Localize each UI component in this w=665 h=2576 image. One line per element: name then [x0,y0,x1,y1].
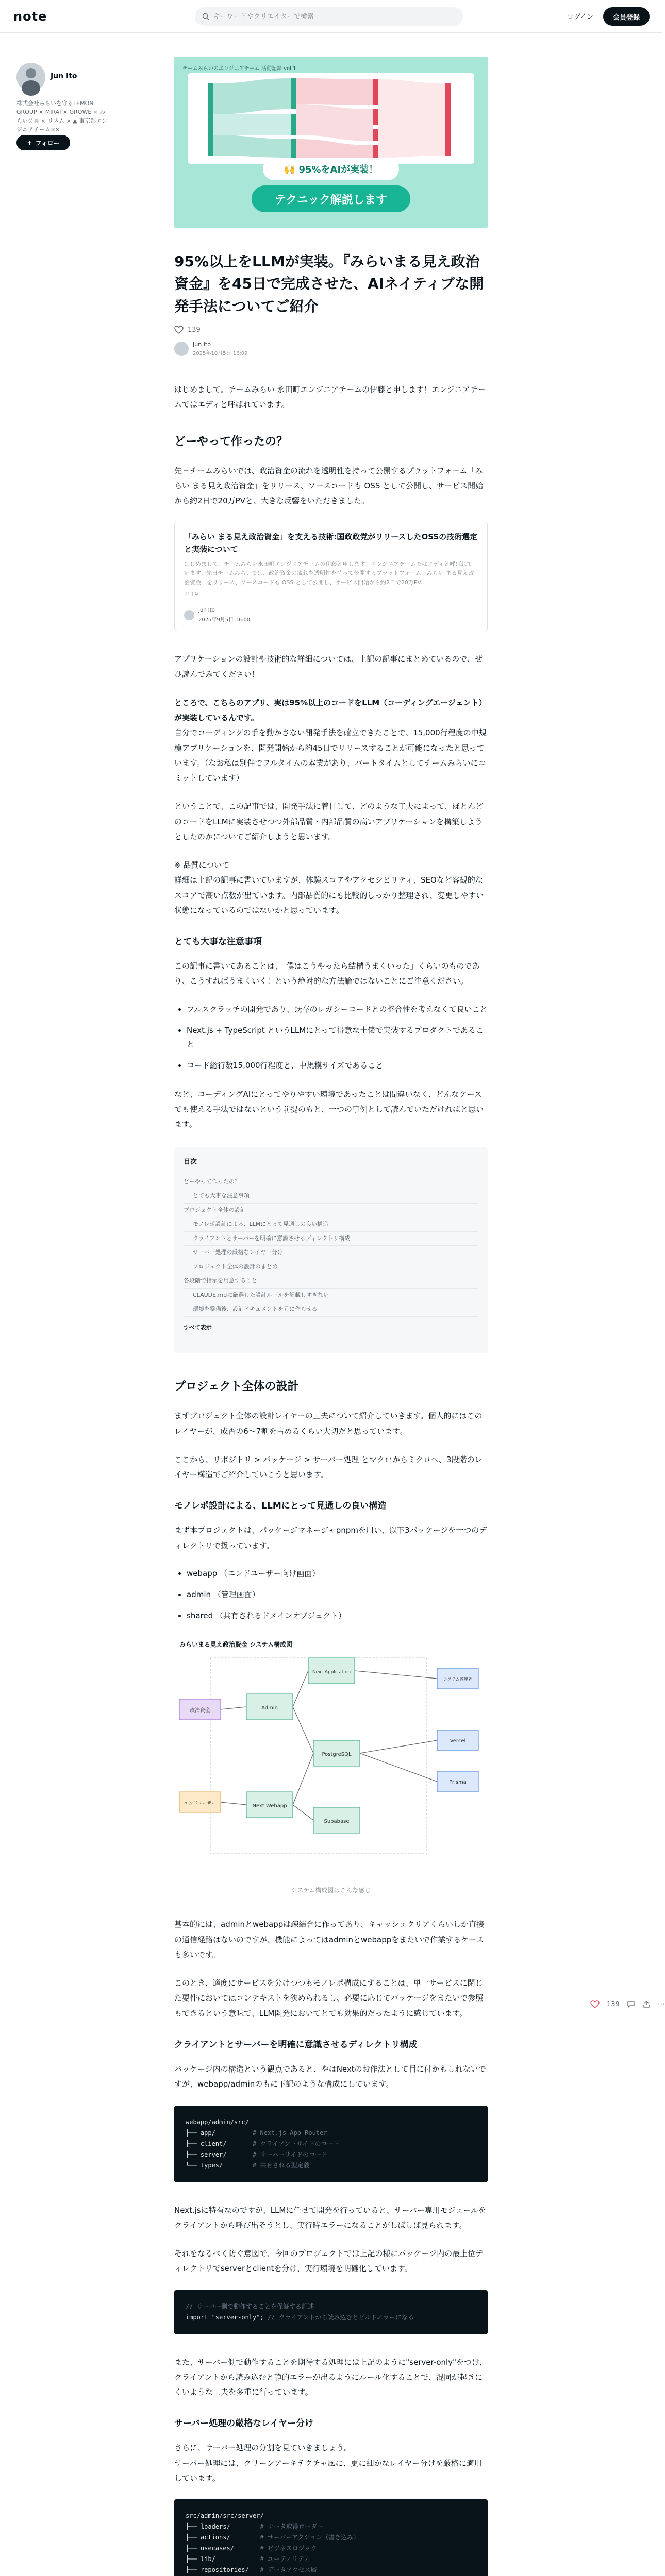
box-label: Supabase [324,1818,350,1824]
code-line: ├── server/ [186,2150,227,2158]
paragraph: 基本的には、adminとwebappは疎結合に作ってあり、キャッシュクリアくらいしか直接の通信経路はないのですが、機能によってはadminとwebappをまたいで作業するケースも多いです。 [174,1920,484,1959]
toc-item[interactable]: モノレポ設計による、LLMにとって見通しの良い構造 [184,1217,478,1232]
toc-item[interactable]: 環境を整備後、設計ドキュメントを元に作らせる [184,1302,478,1317]
heart-icon[interactable] [590,2000,600,2008]
list-item: • shared （共有されるドメインオブジェクト） [187,1609,488,1623]
section-heading: どーやって作ったの？ [174,435,288,448]
toc-show-all[interactable]: すべて表示 [184,1324,212,1331]
code-comment: # サーバーアクション（書き込み） [260,2534,360,2541]
author-avatar[interactable] [16,63,45,92]
code-comment: # クライアントサイドのコード [253,2140,340,2147]
code-line: src/admin/src/server/ [186,2512,264,2520]
code-line: import "server-only"; [186,2313,264,2321]
hero-image [174,57,488,228]
toc-item[interactable]: プロジェクト全体の設計のまとめ [184,1260,478,1275]
article-title: 95%以上をLLMが実装。『みらいまる見え政治資金』を45日で完成させた、AIネイティブな開発手法についてご紹介 [174,253,484,315]
note-logo[interactable]: note [13,9,47,24]
paragraph: この記事に書いてあることは、「僕はこうやったら結構うまくいった」くらいのものであり、こうすればうまくいく！という絶対的な方法論ではないことにご注意ください。 [174,961,480,986]
hero-caption: チームみらいのエンジニアチーム 活動記録 vol.1 [182,66,296,72]
comment-icon[interactable] [627,2000,635,2008]
package-list [187,1567,488,1623]
toc-title: 目次 [184,1158,197,1166]
embed-avatar [184,610,194,620]
code-block-directory [174,2106,488,2182]
list-item: • フルスクラッチの開発であり、既存のレガシーコードとの整合性を考えなくて良いこと [187,1003,488,1016]
paragraph: Next.jsに特有なのですが、LLMに任せて開発を行っていると、サーバー専用モジュールをクライアントから呼び出そうとし、実行時エラーになることがしばしば見られます。 [174,2205,487,2230]
floating-action-bar [590,2000,665,2008]
article-meta [174,341,488,357]
top-header [0,0,662,33]
paragraph [174,696,488,786]
code-comment: # 共有される型定義 [253,2161,310,2169]
sankey-illustration [188,73,474,164]
embed-title: 「みらい まる見え政治資金」を支える技術:国政政党がリリースしたOSSの技術選定と実装について [184,532,478,554]
code-comment: # Next.js App Router [253,2129,327,2137]
box-label: 政治資金 [190,1707,210,1714]
architecture-svg [174,1637,488,1879]
bullet-list [187,1003,488,1073]
code-line: ├── loaders/ [186,2523,230,2531]
list-item: • admin （管理画面） [187,1588,488,1602]
toc-item[interactable]: サーバー処理の厳格なレイヤー分け [184,1246,478,1260]
sub-heading: クライアントとサーバーを明確に意識させるディレクトリ構成 [174,2039,418,2050]
embed-author: Jun Ito [198,607,215,613]
code-comment: # ユーティリティ [260,2555,310,2563]
toc-item[interactable]: とても大事な注意事項 [184,1189,478,1204]
code-comment: # サーバーサイドのコード [253,2150,328,2158]
bold-text: ところで、こちらのアプリ、実は95%以上のコードをLLM（コーディングエージェント）が実装しているんです。 [174,698,487,723]
plus-icon: + [27,139,32,146]
paragraph: パッケージ内の構造という観点であると、やはNextのお作法として目に付かもしれないですが、webapp/adminのもに下記のような構成にしています。 [174,2064,486,2089]
author-description: 株式会社みらいを守るLEMON GROUP × MIRAI × GROWE × みらい会員 × リネム × ▲ 東京都エンジニアチーム×× [16,100,108,133]
search-input[interactable] [213,13,451,21]
text: さらに、サーバー処理の分割を見ていきましょう。 [174,2443,352,2453]
article-main [174,57,488,2576]
system-architecture-diagram [174,1637,488,1879]
code-block-server-layers [174,2499,488,2576]
meta-avatar[interactable] [174,342,189,356]
paragraph [174,858,488,918]
box-label: PostgreSQL [322,1751,352,1757]
meta-author[interactable]: Jun Ito [193,341,211,348]
paragraph: それをなるべく防ぐ意図で、今回のプロジェクトでは上記の様にパッケージ内の最上位ディレクトリでserverとclientを分け、実行環境を明確化しています。 [174,2249,484,2274]
table-of-contents [174,1147,488,1353]
list-item: • コード総行数15,000行程度と、中規模サイズであること [187,1059,488,1073]
toc-item[interactable]: クライアントとサーバーを明確に意識させるディレクトリ構成 [184,1232,478,1246]
hero-badge: 🙌 95%をAIが実装！ [263,158,399,180]
text: 自分でコーディングの手を動かさない開発手法を確立できたことで、15,000行程度の中規模アプリケーションを、開発開始から約45日でリリースすることが可能になったと思っています。（なお私は別件でフルタイムの本業があり、パートタイムとしてチームみらいにコミットしています） [174,728,487,783]
box-label: Vercel [450,1738,466,1744]
code-line: ├── lib/ [186,2555,215,2563]
text: 詳細は上記の記事に書いていますが、体験スコアやアクセシビリティ、SEOなど客観的なスコアで高い点数が出ています。内部品質的にも比較的しっかり整理され、変更しやすい状態になっているのではないかと思っています。 [174,875,484,915]
paragraph: また、サーバー側で動作することを期待する処理には上記のように"server-only"をつけ、クライアントから読み込むと静的エラーが出るようにルール化することで、混同が起きにくいような工夫を多重に行っています。 [174,2357,487,2397]
paragraph: 先日チームみらいでは、政治資金の流れを透明性を持って公開するプラットフォーム「みらい まる見え政治資金」をリリース、ソースコードも OSS として公開し、サービス開始から約2日で20万PVと、大きな反響をいただきました。 [174,466,484,506]
box-label: Admin [261,1705,278,1711]
sub-heading: とても大事な注意事項 [174,937,262,947]
sub-heading: サーバー処理の厳格なレイヤー分け [174,2418,314,2429]
intro-paragraph: はじめまして。チームみらい 永田町エンジニアチームの伊藤と申します！エンジニアチームではエディと呼ばれています。 [174,385,486,410]
more-icon[interactable]: ⋯ [657,2000,665,2008]
text: サーバー処理には、クリーンアーキテクチャ風に、更に細かなレイヤー分けを厳格に適用しています。 [174,2458,482,2483]
paragraph: ここから、リポジトリ > パッケージ > サーバー処理 とマクロからミクロへ、3段階のレイヤー構造でご紹介していこうと思います。 [174,1454,483,1480]
embed-likes: ♡ 19 [184,591,198,598]
code-comment: # データアクセス層 [260,2566,317,2574]
code-line: ├── usecases/ [186,2545,234,2552]
like-number: 139 [188,326,201,334]
share-icon[interactable] [642,2000,651,2008]
box-label: Next Webapp [252,1803,287,1809]
meta-date: 2025年10月5日 16:09 [193,351,248,357]
list-item: • Next.js + TypeScript というLLMにとって得意な土俵で実装するプロダクトであること [187,1024,488,1052]
toc-item[interactable]: CLAUDE.mdに厳選した設計ルールを記載しすぎない [184,1289,478,1303]
author-name[interactable]: Jun Ito [51,72,77,80]
code-line: ├── client/ [186,2140,227,2147]
paragraph: アプリケーションの設計や技術的な詳細については、上記の記事にまとめているので、ぜひ読んでみてください！ [174,654,483,679]
paragraph: ということで、この記事では、開発手法に着目して、どのような工夫によって、ほとんどのコードをLLMに実装させつつ外部品質・内部品質の高いアプリケーションを構築しようとしたのかについてご紹介しようと思います。 [174,802,484,841]
box-label: エンドユーザー [184,1801,217,1806]
code-line: └── types/ [186,2161,223,2169]
like-count[interactable] [174,326,488,334]
section-heading: プロジェクト全体の設計 [174,1380,299,1394]
paragraph [174,2441,488,2486]
code-comment: // クライアントから読み込むとビルドエラーになる [267,2313,414,2321]
code-line: webapp/admin/src/ [186,2118,249,2126]
code-comment: # ビジネスロジック [260,2545,317,2552]
embedded-article-card[interactable] [174,522,488,631]
note-label: ※ 品質について [174,860,230,870]
sub-heading: モノレポ設計による、LLMにとって見通しの良い構造 [174,1501,387,1512]
code-line: ├── app/ [186,2129,215,2137]
code-comment: # データ取得ローダー [260,2523,323,2531]
hero-sankey-panel [188,73,474,164]
paragraph: このとき、適度にサービスを分けつつもモノレポ構成にすることは、単一サービスに閉じた要件においてはコンテキストを狭められるし、必要に応じてパッケージをまたいで参照もできるという意味で、LLM開発においてとても効果的だったように感じています。 [174,1978,484,2018]
paragraph: など、コーディングAIにとってやりやすい環境であったことは間違いなく、どんなケースでも使える手法ではないという前提のもと、一つの事例として読んでいただければと思います。 [174,1089,484,1129]
list-item: • webapp （エンドユーザー向け画面） [187,1567,488,1581]
hero-technique-label: テクニック解説します [252,185,410,212]
diagram-caption: システム構成図はこんな感じ [291,1886,371,1894]
diagram-title: みらいまる見え政治資金 システム構成図 [179,1640,292,1648]
toc-item[interactable]: プロジェクト全体の設計 [184,1204,478,1218]
login-link[interactable]: ログイン [567,13,594,21]
embed-description: はじめまして、チームみらい永田町エンジニアチームの伊藤と申します！エンジニアチームではエディと呼ばれています。先日チームみらいでは、政治資金の流れを透明性を持って公開するプラットフォーム「みらい まる見え政治資金」をリリース、ソースコードも OSS として公開し、サービス開始から約2日で20万PV... [184,561,474,586]
follow-button[interactable] [16,135,70,150]
article-body [174,382,488,2576]
code-line: ├── actions/ [186,2534,230,2541]
heart-icon[interactable] [174,326,184,334]
code-block-server-only [174,2290,488,2334]
toc-item[interactable]: 各段階で指示を用意すること [184,1274,478,1289]
floating-like-count: 139 [607,2000,620,2008]
paragraph: まず本プロジェクトは、パッケージマネージャpnpmを用い、以下3パッケージを一つのディレクトリで扱っています。 [174,1526,487,1550]
search-icon [202,13,209,20]
paragraph: まずプロジェクト全体の設計レイヤーの工夫について紹介していきます。個人的にはこのレイヤーが、成否の6〜7割を占めるくらい大切だと思っています。 [174,1411,483,1436]
embed-meta [184,605,478,625]
box-label: Next Application [312,1669,351,1675]
code-line: ├── repositories/ [186,2566,249,2574]
embed-date: 2025年9月5日 16:00 [198,617,251,623]
code-comment: // サーバー側で動作することを保証する記述 [186,2302,314,2310]
toc-item[interactable]: どーやって作ったの？ [184,1175,478,1190]
signup-button[interactable]: 会員登録 [603,7,650,26]
box-label: Prisma [449,1779,467,1785]
search-bar[interactable] [195,7,463,26]
box-label: システム管理者 [443,1676,472,1682]
follow-label: フォロー [35,139,60,147]
